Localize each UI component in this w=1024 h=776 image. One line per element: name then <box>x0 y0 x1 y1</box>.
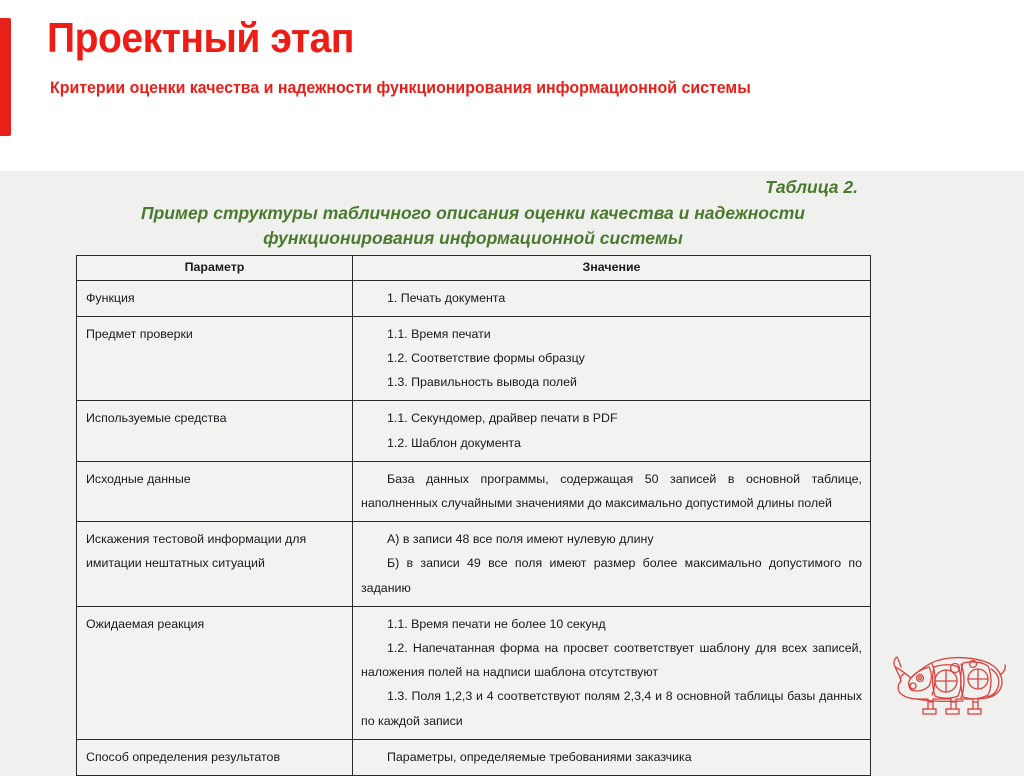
page-subtitle: Критерии оценки качества и надежности функционирования информационной системы <box>50 79 751 97</box>
table-row <box>77 280 871 316</box>
table-cell-parameter <box>77 606 353 739</box>
page-title: Проектный этап <box>47 14 355 61</box>
rhinoceros-logo <box>880 647 1010 717</box>
cell-text-line: 1.2. Соответствие формы образцу <box>387 351 585 366</box>
cell-text-line: Способ определения результатов <box>86 749 281 764</box>
criteria-table <box>76 255 871 776</box>
column-header-value: Значение <box>353 256 871 281</box>
cell-text-line: 1.1. Время печати <box>387 326 491 341</box>
table-caption-line-1: Пример структуры табличного описания оценки качества и надежности <box>141 202 805 223</box>
table-row <box>77 401 871 461</box>
table-cell-value <box>353 316 871 401</box>
table-cell-parameter <box>77 401 353 461</box>
table-row <box>77 461 871 521</box>
table-cell-parameter <box>77 461 353 521</box>
cell-text-line: Исходные данные <box>86 471 191 486</box>
cell-text-line: Искажения тестовой информации для имитации нештатных ситуаций <box>86 532 307 571</box>
table-cell-parameter <box>77 739 353 775</box>
table-cell-value <box>353 461 871 521</box>
cell-text-line: Параметры, определяемые требованиями заказчика <box>387 749 692 764</box>
table-caption-line-2: функционирования информационной системы <box>263 227 683 248</box>
table-number-label: Таблица 2. <box>765 177 858 197</box>
table-caption <box>76 176 870 250</box>
cell-text-line: 1.3. Правильность вывода полей <box>387 375 577 390</box>
cell-text-line: 1.2. Шаблон документа <box>387 435 521 450</box>
cell-text-line: 1.1. Секундомер, драйвер печати в PDF <box>387 411 618 426</box>
table-cell-value <box>353 401 871 461</box>
cell-text-line: База данных программы, содержащая 50 записей в основной таблице, наполненных случайными значениями до максимально допустимой длины полей <box>361 471 862 511</box>
table-body <box>77 280 871 775</box>
cell-text-line: 1.3. Поля 1,2,3 и 4 соответствуют полям 2,3,4 и 8 основной таблицы базы данных по каждой записи <box>361 689 862 728</box>
table-cell-value <box>353 739 871 775</box>
cell-text-line: Предмет проверки <box>86 326 193 341</box>
table-row <box>77 606 871 739</box>
table-cell-value <box>353 522 871 607</box>
cell-text-line: А) в записи 48 все поля имеют нулевую длину <box>387 532 654 547</box>
cell-text-line: Б) в записи 49 все поля имеют размер более максимально допустимого по заданию <box>361 556 862 595</box>
cell-text-line: 1. Печать документа <box>387 290 506 305</box>
cell-text-line: Ожидаемая реакция <box>86 616 205 631</box>
table-cell-value <box>353 280 871 316</box>
table-cell-value <box>353 606 871 739</box>
slide-body <box>0 171 1024 764</box>
table-cell-parameter <box>77 316 353 401</box>
column-header-parameter: Параметр <box>77 256 353 281</box>
cell-text-line: 1.1. Время печати не более 10 секунд <box>387 616 606 631</box>
table-cell-parameter <box>77 280 353 316</box>
table-row <box>77 739 871 775</box>
slide-header <box>0 0 1024 171</box>
table-row <box>77 522 871 607</box>
cell-text-line: Функция <box>86 290 135 305</box>
header-accent-bar <box>0 18 11 136</box>
table-cell-parameter <box>77 522 353 607</box>
cell-text-line: Используемые средства <box>86 411 227 426</box>
table-header-row <box>77 256 871 281</box>
table-row <box>77 316 871 401</box>
cell-text-line: 1.2. Напечатанная форма на просвет соответствует шаблону для всех записей, наложения полей на надписи шаблона отсутствуют <box>361 640 862 680</box>
